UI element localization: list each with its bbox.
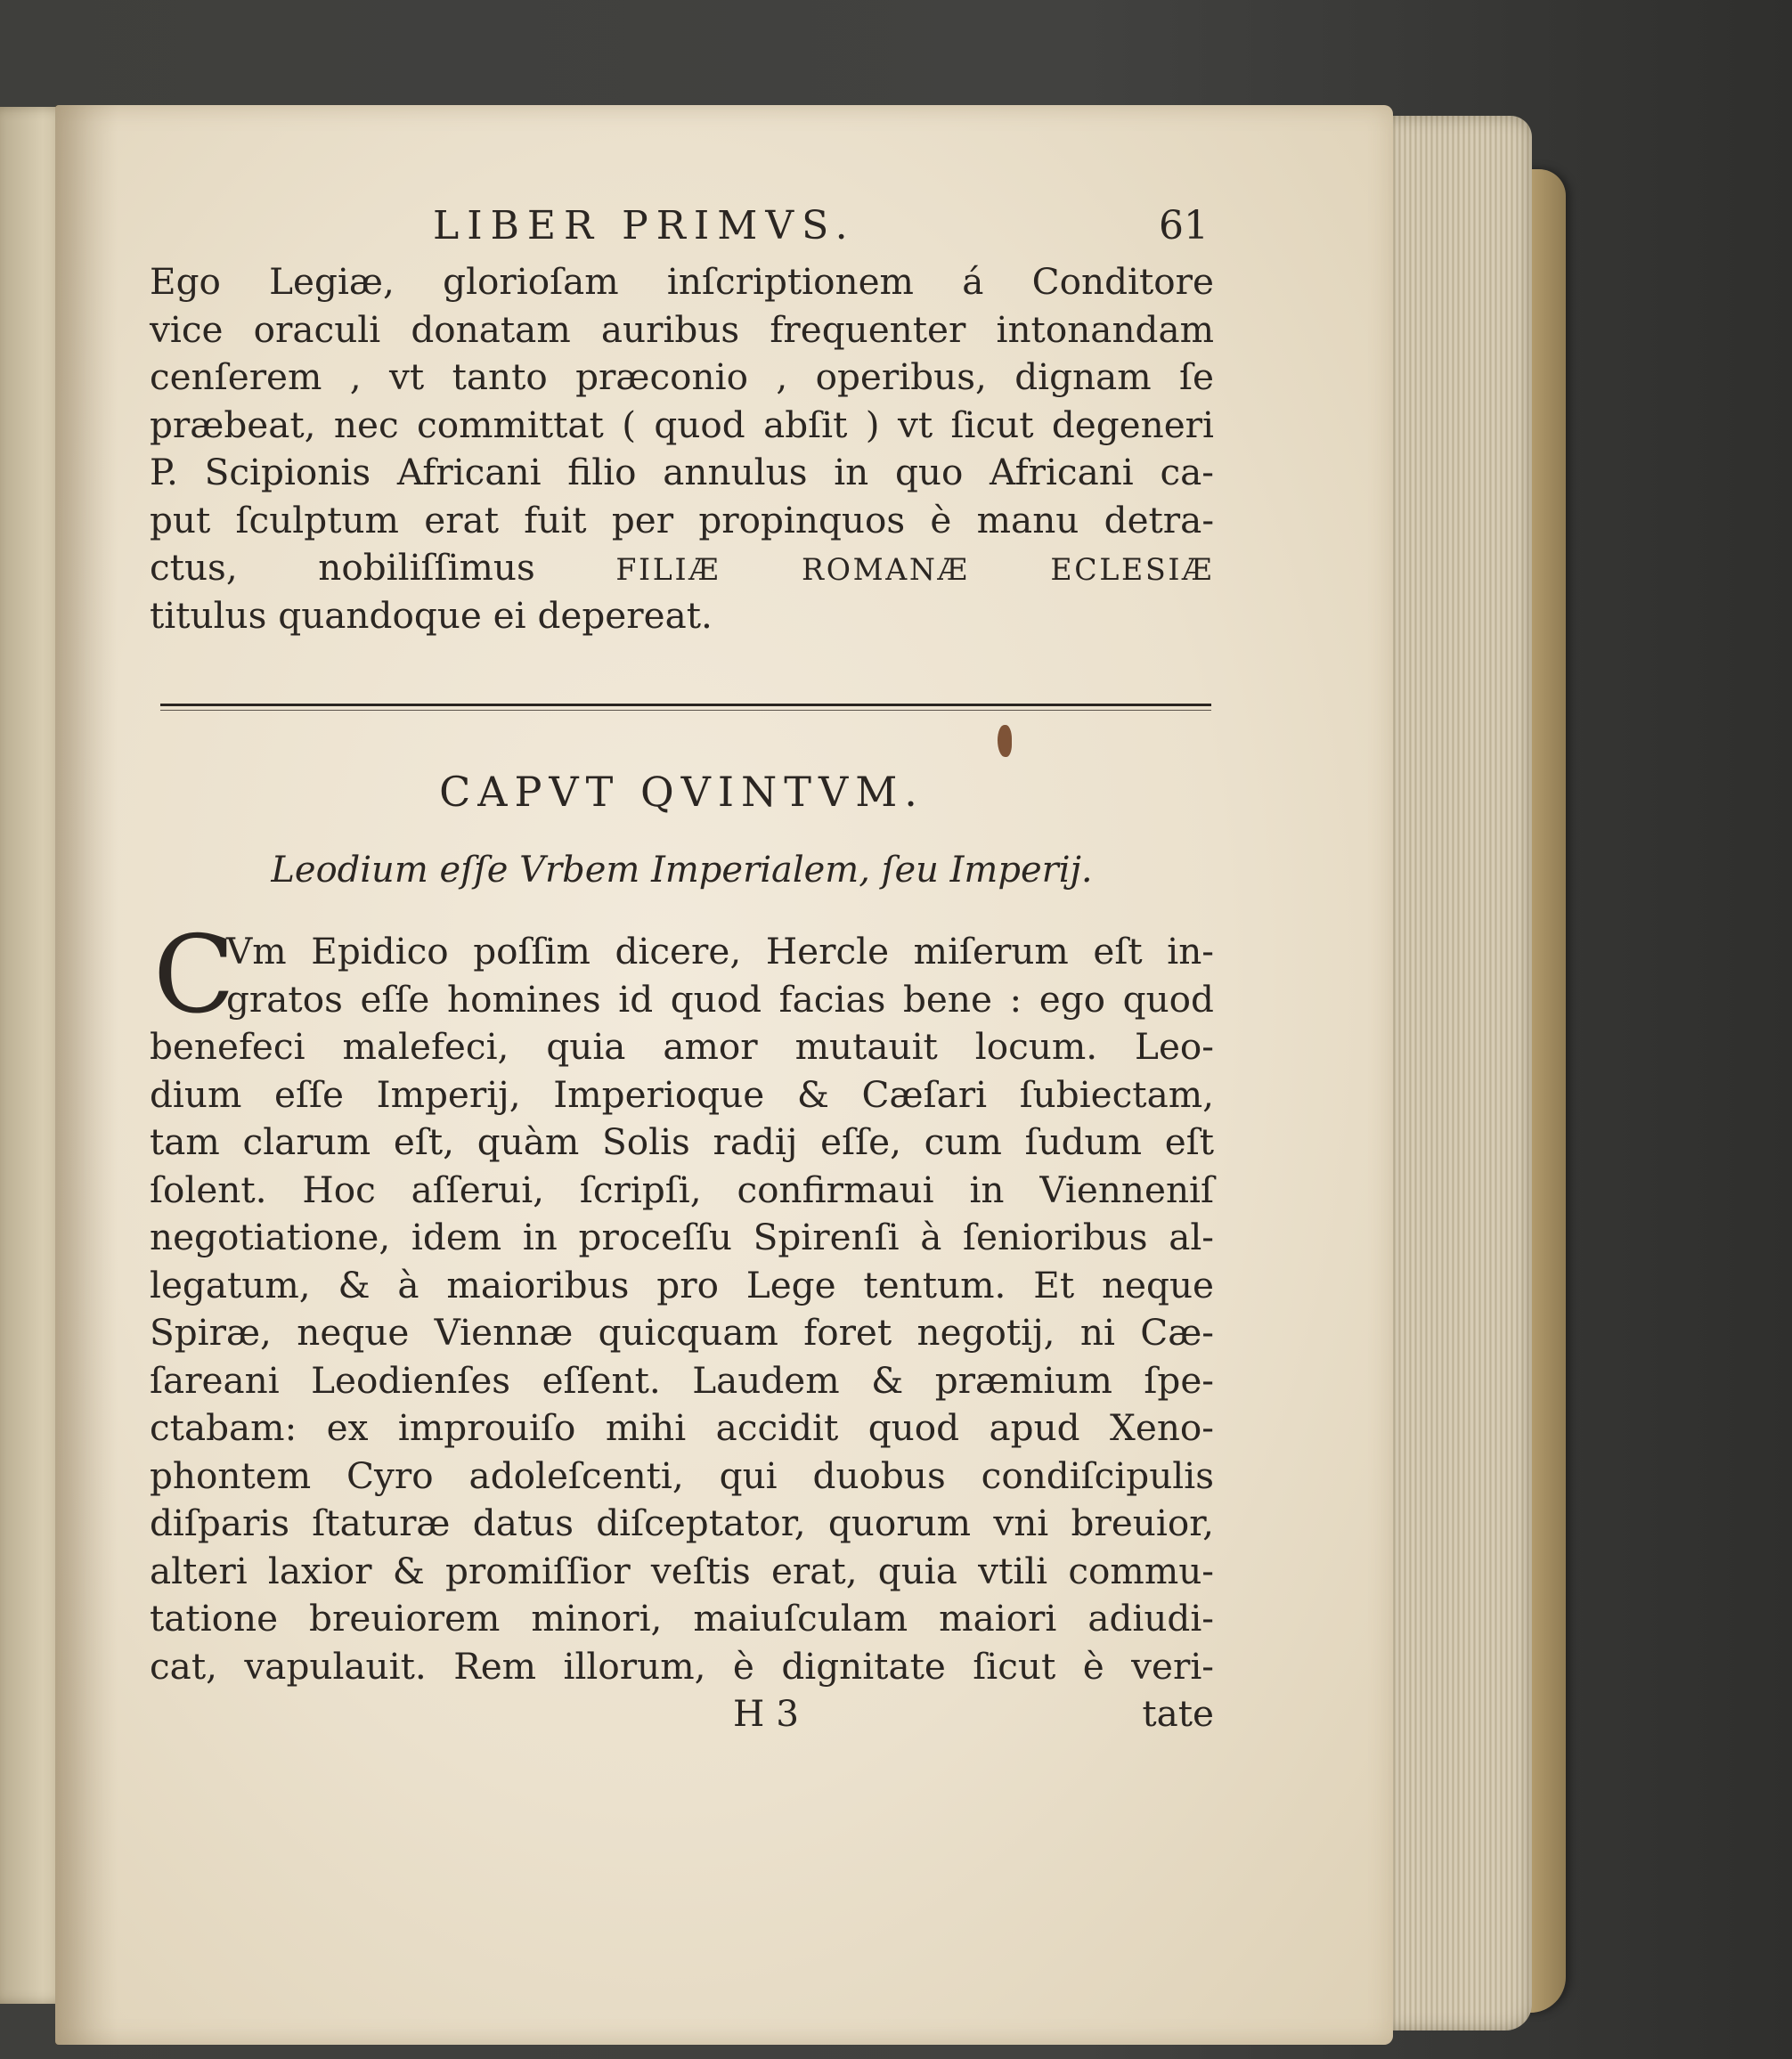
text-line: legatum, & à maioribus pro Lege tentum. Et neque — [150, 1263, 1214, 1306]
signature-mark: H 3 — [733, 1692, 799, 1735]
text-line: Ego Legiæ, glorioſam inſcriptionem á Conditore — [150, 260, 1214, 303]
text-line: præbeat, nec committat ( quod abſit ) vt ſicut degeneri — [150, 403, 1214, 446]
text-line-with-smallcaps — [150, 544, 1214, 592]
top-paragraph — [150, 258, 1214, 639]
text-line: dium eſſe Imperij, Imperioque & Cæſari ſubiectam, — [150, 1072, 1214, 1116]
text-line: titulus quandoque ei depereat. — [150, 593, 713, 637]
page-footer — [150, 1690, 1214, 1740]
chapter-subtitle: Leodium eſſe Vrbem Imperialem, ſeu Imperij. — [271, 850, 1093, 891]
text-line-start: ctus, nobiliſſimus — [150, 546, 535, 589]
drop-cap: C — [153, 914, 235, 1038]
running-title: LIBER PRIMVS. — [433, 203, 856, 248]
page-fore-edge — [1385, 116, 1532, 2031]
text-line: Vm Epidico poſſim dicere, Hercle miſerum eſt in- — [226, 930, 1214, 973]
text-line: tam clarum eſt, quàm Solis radij eſſe, cum ſudum eſt — [150, 1120, 1214, 1163]
catchword: tate — [1142, 1692, 1214, 1735]
section-rule-thin — [160, 710, 1211, 711]
running-head — [150, 203, 1214, 258]
text-line: gratos eſſe homines id quod facias bene : ego quod — [226, 977, 1214, 1021]
chapter-heading: CAPVT QVINTVM. — [439, 768, 925, 816]
text-line: alteri laxior & promiſſior veſtis erat, quia vtili commu- — [150, 1549, 1214, 1592]
section-rule — [160, 704, 1211, 706]
text-line: diſparis ſtaturæ datus diſceptator, quorum vni breuior, — [150, 1502, 1214, 1544]
page-text — [150, 203, 1214, 1740]
text-line: benefeci malefeci, quia amor mutauit locum. Leo- — [150, 1025, 1214, 1068]
text-line: ſolent. Hoc aſſerui, ſcripſi, confirmaui in Vienneniſ — [150, 1168, 1214, 1211]
text-line: tatione breuiorem minori, maiuſculam maiori adiudi- — [150, 1597, 1214, 1640]
smallcaps-title: FILIÆ ROMANÆ ECLESIÆ — [615, 552, 1215, 587]
text-line: P. Scipionis Africani filio annulus in quo Africani ca- — [150, 451, 1214, 493]
text-line: ſareani Leodienſes eſſent. Laudem & præmium ſpe- — [150, 1358, 1214, 1402]
text-line: cat, vapulauit. Rem illorum, è dignitate ſicut è veri- — [150, 1644, 1214, 1688]
text-line: phontem Cyro adoleſcenti, qui duobus condiſcipulis — [150, 1453, 1214, 1497]
text-line: vice oraculi donatam auribus frequenter intonandam — [150, 307, 1214, 351]
text-line: ctabam: ex improuiſo mihi accidit quod apud Xeno- — [150, 1406, 1214, 1449]
chapter-body — [150, 914, 1214, 1690]
text-line: put ſculptum erat fuit per propinquos è manu detra- — [150, 498, 1214, 541]
text-line: cenſerem , vt tanto præconio , operibus, dignam ſe — [150, 355, 1214, 398]
page-number: 61 — [1159, 203, 1209, 248]
text-line: Spiræ, neque Viennæ quicquam foret negotij, ni Cæ- — [150, 1311, 1214, 1354]
text-line: negotiatione, idem in proceſſu Spirenſi à ſenioribus al- — [150, 1216, 1214, 1258]
